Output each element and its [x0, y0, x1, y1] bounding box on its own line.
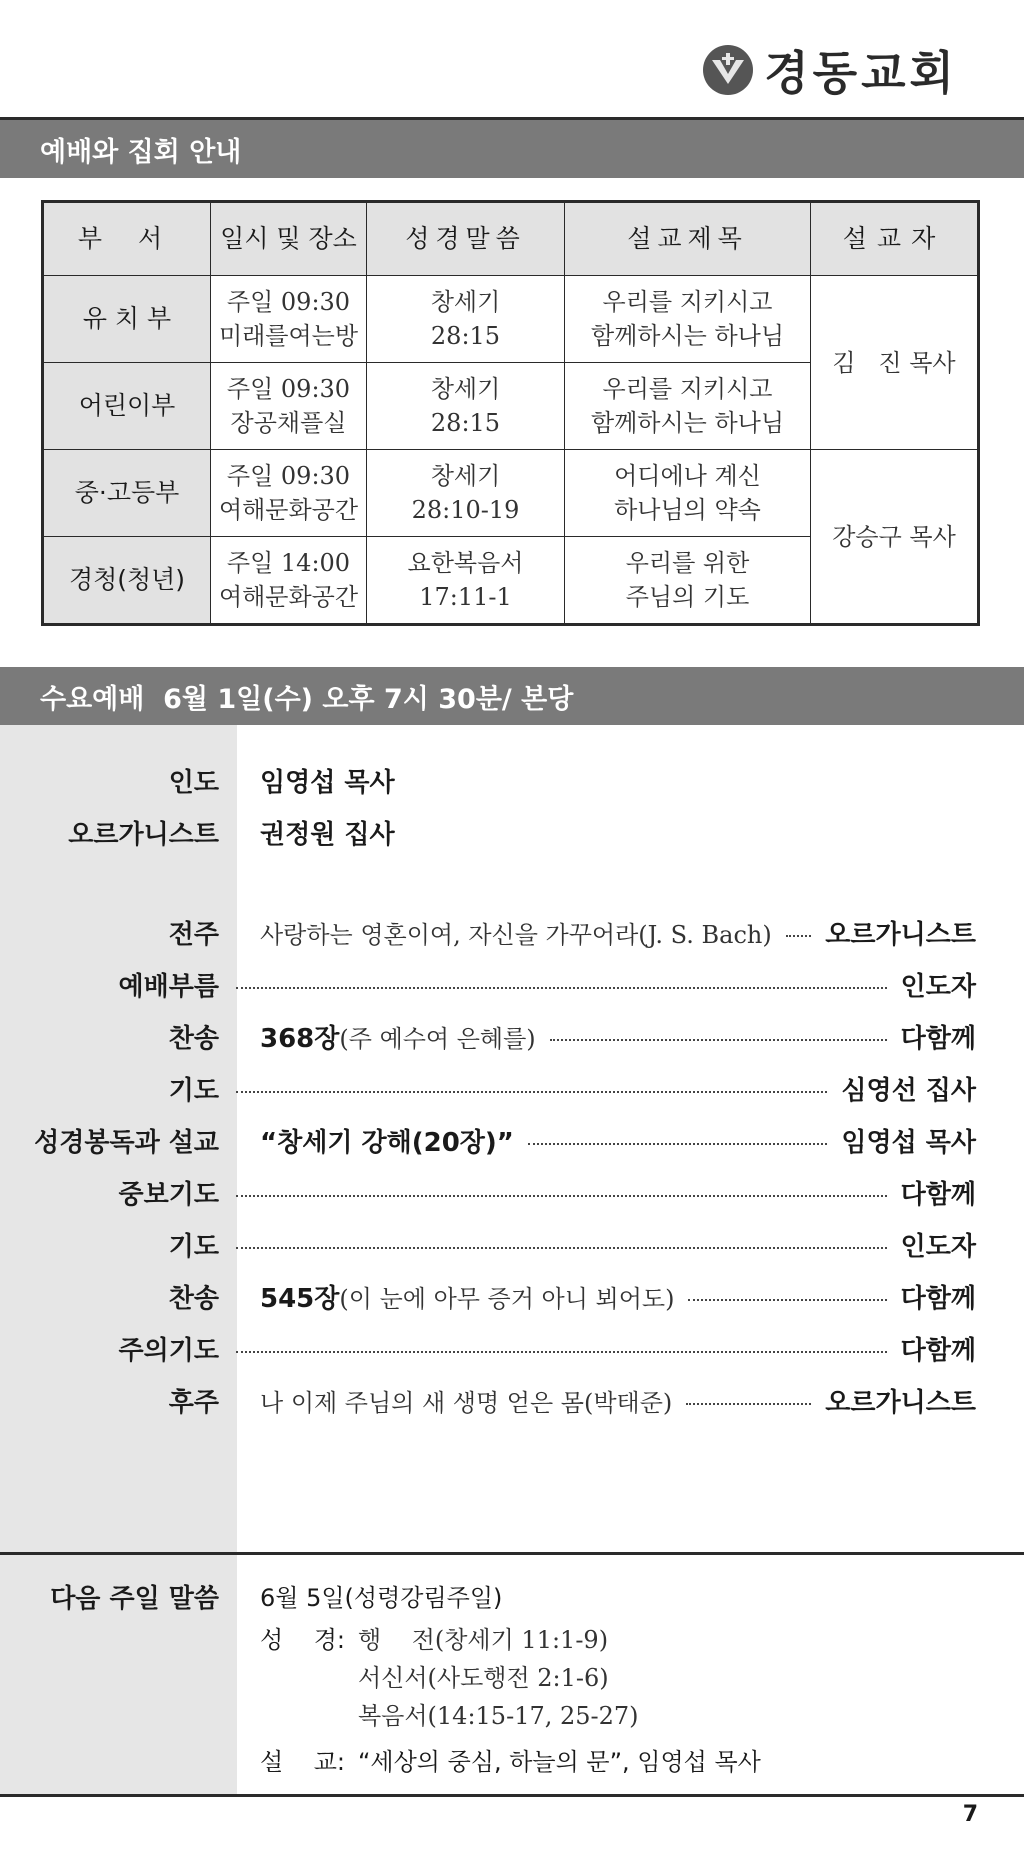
order-line: “창세기 강해(20장)” 임영섭 목사: [260, 1128, 976, 1158]
dept-cell: 경청(청년): [43, 537, 211, 625]
church-emblem-icon: [702, 44, 754, 96]
dept-cell: 어린이부: [43, 363, 211, 450]
time-place-cell: 주일 14:00 여해문화공간: [211, 537, 367, 625]
column-header: 설교자: [811, 202, 979, 276]
order-line: 368장(주 예수여 은혜를) 다함께: [260, 1024, 976, 1054]
leader-label: 인도: [168, 768, 219, 798]
dept-cell: 유 치 부: [43, 276, 211, 363]
order-line: 심영선 집사: [234, 1070, 976, 1107]
order-line: 인도자: [234, 966, 976, 1003]
order-label: 예배부름: [118, 972, 219, 1002]
sermon-title-cell: 우리를 지키시고 함께하시는 하나님: [565, 276, 811, 363]
verse-cell: 창세기 28:10-19: [367, 450, 565, 537]
order-label: 찬송: [168, 1024, 219, 1054]
next-week-label: 다음 주일 말씀: [50, 1584, 219, 1614]
order-label: 후주: [168, 1388, 219, 1418]
section-title-schedule: 예배와 집회 안내: [0, 120, 1024, 178]
sermon-title-cell: 우리를 위한 주님의 기도: [565, 537, 811, 625]
order-line: 다함께: [234, 1174, 976, 1211]
sermon-title-cell: 우리를 지키시고 함께하시는 하나님: [565, 363, 811, 450]
organist-value: 권정원 집사: [260, 820, 395, 850]
order-line: 다함께: [234, 1330, 976, 1367]
order-label: 기도: [168, 1076, 219, 1106]
order-line: 사랑하는 영혼이여, 자신을 가꾸어라(J. S. Bach) 오르가니스트: [260, 920, 976, 950]
column-header: 부 서: [43, 202, 211, 276]
table-row: [43, 450, 979, 537]
scripture-line: 행 전(창세기 11:1-9): [358, 1626, 609, 1654]
leader-value: 임영섭 목사: [260, 768, 395, 798]
page-number: 7: [962, 1802, 978, 1827]
column-header: 설교제목: [565, 202, 811, 276]
column-header: 일시 및 장소: [211, 202, 367, 276]
time-place-cell: 주일 09:30 여해문화공간: [211, 450, 367, 537]
scripture-line: 복음서(14:15-17, 25-27): [358, 1702, 639, 1730]
order-label: 주의기도: [118, 1336, 219, 1366]
preacher-cell: 김 진 목사: [811, 276, 979, 450]
schedule-table: [41, 200, 980, 626]
time-place-cell: 주일 09:30 장공채플실: [211, 363, 367, 450]
order-label: 기도: [168, 1232, 219, 1262]
sermon-title: “세상의 중심, 하늘의 문”, 임영섭 목사: [358, 1748, 761, 1776]
order-label: 찬송: [168, 1284, 219, 1314]
table-row: [43, 276, 979, 363]
sermon-title-cell: 어디에나 계신 하나님의 약속: [565, 450, 811, 537]
church-name: 경동교회: [764, 46, 958, 100]
column-header: 성경말씀: [367, 202, 565, 276]
verse-cell: 창세기 28:15: [367, 276, 565, 363]
order-line: 인도자: [234, 1226, 976, 1263]
time-place-cell: 주일 09:30 미래를여는방: [211, 276, 367, 363]
church-logo: [702, 40, 958, 100]
order-label: 중보기도: [118, 1180, 219, 1210]
scripture-line: 서신서(사도행전 2:1-6): [358, 1664, 609, 1692]
order-label: 전주: [168, 920, 219, 950]
order-line: 545장(이 눈에 아무 증거 아니 뵈어도) 다함께: [260, 1284, 976, 1314]
verse-cell: 요한복음서 17:11-1: [367, 537, 565, 625]
scripture-label: 성 경:: [260, 1626, 345, 1654]
order-label: 성경봉독과 설교: [34, 1128, 219, 1158]
order-line: 나 이제 주님의 새 생명 얻은 몸(박태준) 오르가니스트: [260, 1388, 976, 1418]
sermon-label: 설 교:: [260, 1748, 345, 1776]
dept-cell: 중·고등부: [43, 450, 211, 537]
table-header-row: [43, 202, 979, 276]
next-week-date: 6월 5일(성령강림주일): [260, 1584, 503, 1612]
section-title-wednesday: 수요예배 6월 1일(수) 오후 7시 30분/ 본당: [0, 667, 1024, 725]
footer-divider: [0, 1794, 1024, 1797]
verse-cell: 창세기 28:15: [367, 363, 565, 450]
preacher-cell: 강승구 목사: [811, 450, 979, 625]
organist-label: 오르가니스트: [68, 820, 219, 850]
